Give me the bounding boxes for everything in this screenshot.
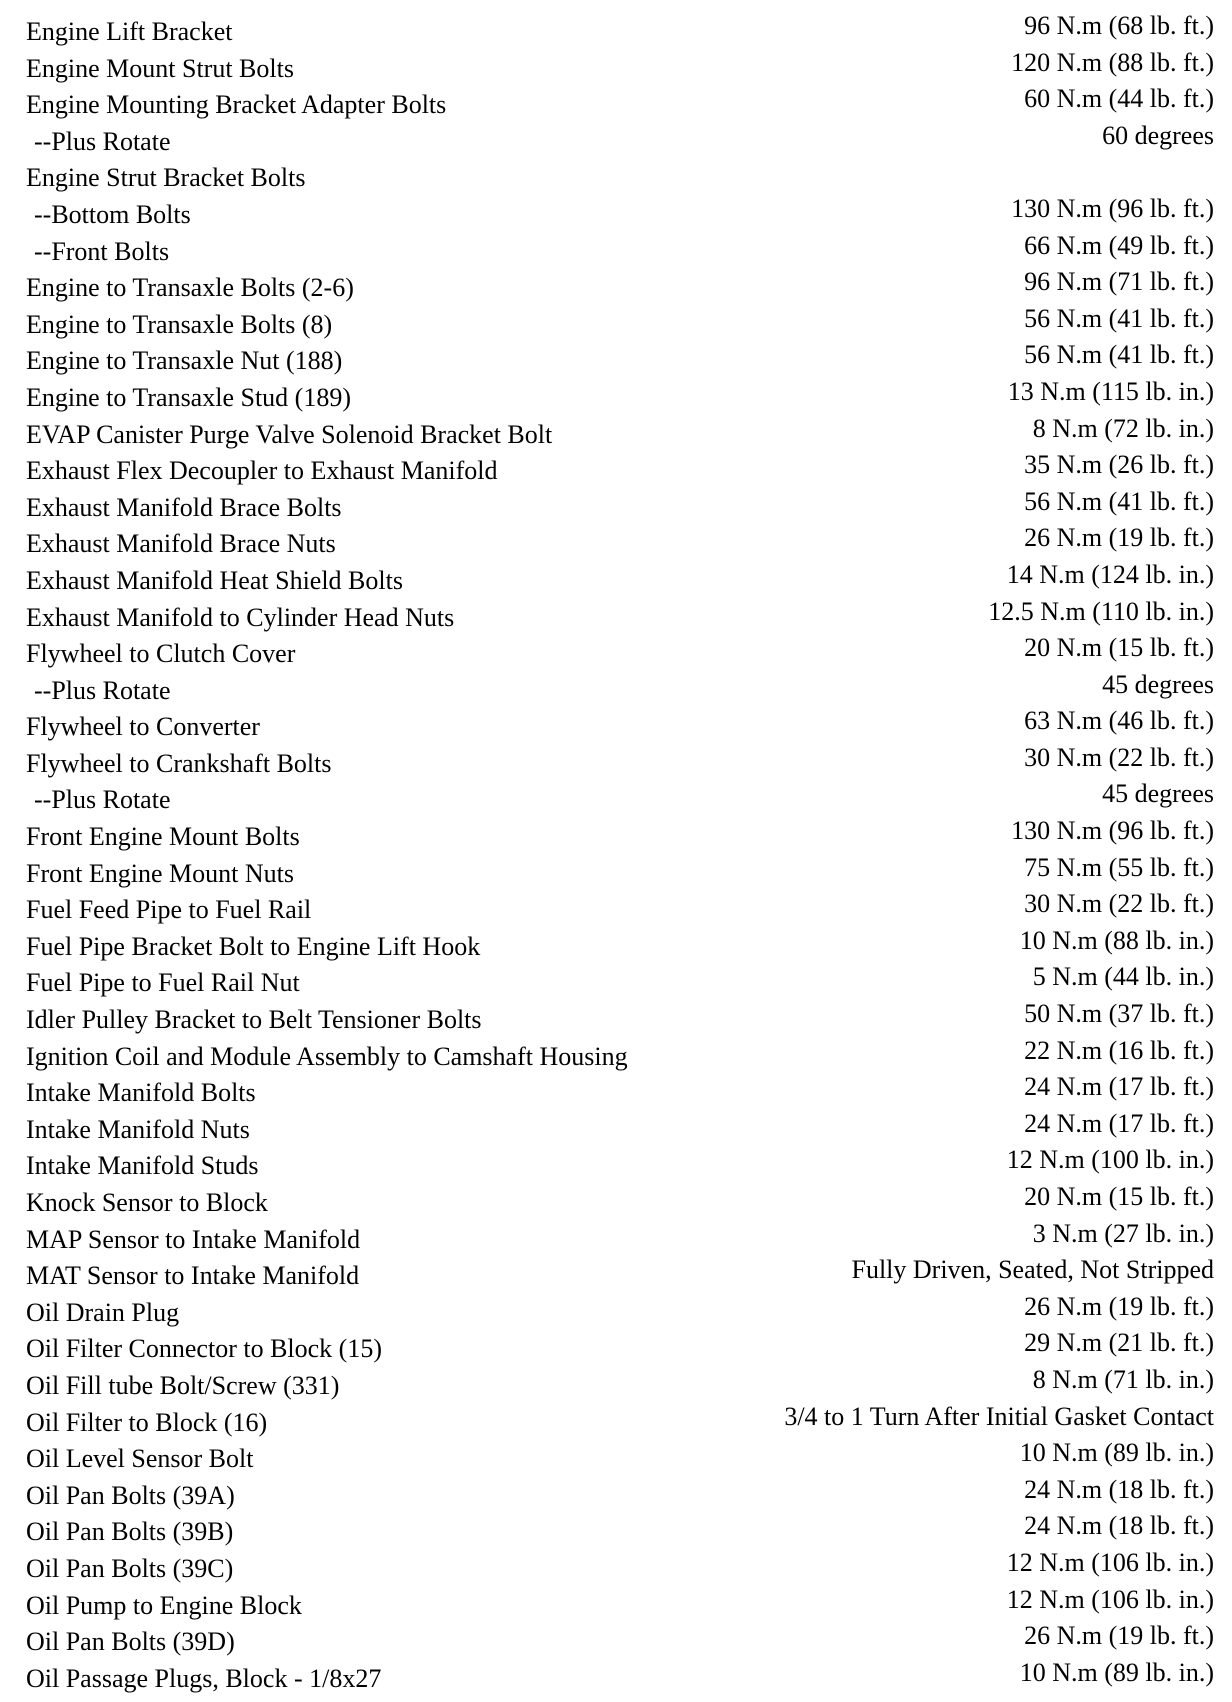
spec-label: Oil Pan Bolts (39C): [26, 1553, 234, 1583]
spec-row: [26, 671, 1214, 708]
spec-value: 35 N.m (26 lb. ft.): [1024, 450, 1214, 480]
spec-label: --Plus Rotate: [34, 675, 171, 705]
spec-label: Flywheel to Clutch Cover: [26, 639, 296, 669]
spec-row: [26, 451, 1214, 488]
spec-value: 8 N.m (71 lb. in.): [1032, 1364, 1214, 1394]
spec-row: [26, 1293, 1214, 1330]
spec-row: [26, 1439, 1214, 1476]
spec-row: [26, 1366, 1214, 1403]
spec-value: 10 N.m (88 lb. in.): [1019, 925, 1214, 955]
spec-value: 96 N.m (71 lb. ft.): [1024, 267, 1214, 297]
spec-value: 5 N.m (44 lb. in.): [1032, 962, 1214, 992]
spec-label: Engine Mounting Bracket Adapter Bolts: [26, 90, 447, 120]
spec-value: 3 N.m (27 lb. in.): [1032, 1218, 1214, 1248]
spec-label: Engine to Transaxle Bolts (2-6): [26, 273, 354, 303]
spec-row: [26, 1549, 1214, 1586]
spec-value: 75 N.m (55 lb. ft.): [1024, 852, 1214, 882]
spec-row: [26, 158, 1214, 195]
spec-row: [26, 1000, 1214, 1037]
spec-row: [26, 1146, 1214, 1183]
spec-label: EVAP Canister Purge Valve Solenoid Bracket Bolt: [26, 419, 553, 449]
spec-label: Fuel Feed Pipe to Fuel Rail: [26, 895, 312, 925]
spec-label: Engine Lift Bracket: [26, 17, 233, 46]
spec-row: [26, 1220, 1214, 1257]
spec-value: 12 N.m (106 lb. in.): [1006, 1584, 1214, 1614]
spec-label: Intake Manifold Nuts: [26, 1114, 250, 1144]
spec-value: 26 N.m (19 lb. ft.): [1024, 523, 1214, 553]
spec-value: Fully Driven, Seated, Not Stripped: [851, 1255, 1214, 1285]
spec-value: 26 N.m (19 lb. ft.): [1024, 1291, 1214, 1321]
spec-row: [26, 1476, 1214, 1513]
spec-label: Exhaust Manifold Heat Shield Bolts: [26, 565, 403, 595]
spec-label: Flywheel to Crankshaft Bolts: [26, 748, 332, 778]
spec-label: Oil Pan Bolts (39B): [26, 1517, 234, 1547]
spec-label: MAT Sensor to Intake Manifold: [26, 1261, 360, 1291]
spec-value: 60 degrees: [1102, 120, 1214, 150]
spec-row: [26, 488, 1214, 525]
spec-value: 29 N.m (21 lb. ft.): [1024, 1328, 1214, 1358]
spec-value: 13 N.m (115 lb. in.): [1007, 376, 1214, 406]
spec-value: 14 N.m (124 lb. in.): [1006, 559, 1214, 589]
spec-row: [26, 927, 1214, 964]
spec-row: [26, 598, 1214, 635]
spec-value: 12 N.m (106 lb. in.): [1006, 1547, 1214, 1577]
spec-label: Fuel Pipe Bracket Bolt to Engine Lift Hook: [26, 931, 481, 961]
spec-row: [26, 85, 1214, 122]
spec-value: 45 degrees: [1102, 779, 1214, 809]
spec-label: --Plus Rotate: [34, 126, 171, 156]
spec-value: 96 N.m (68 lb. ft.): [1024, 11, 1214, 40]
spec-value: 30 N.m (22 lb. ft.): [1024, 742, 1214, 772]
spec-value: 24 N.m (17 lb. ft.): [1024, 1108, 1214, 1138]
spec-value: 60 N.m (44 lb. ft.): [1024, 84, 1214, 114]
spec-value: 26 N.m (19 lb. ft.): [1024, 1621, 1214, 1651]
spec-label: Exhaust Manifold Brace Bolts: [26, 492, 342, 522]
spec-value: 66 N.m (49 lb. ft.): [1024, 230, 1214, 260]
spec-value: 30 N.m (22 lb. ft.): [1024, 889, 1214, 919]
spec-label: Engine Mount Strut Bolts: [26, 53, 294, 83]
spec-value: 130 N.m (96 lb. ft.): [1011, 816, 1214, 846]
spec-value: 10 N.m (89 lb. in.): [1019, 1657, 1214, 1687]
spec-value: 63 N.m (46 lb. ft.): [1024, 706, 1214, 736]
spec-row: [26, 817, 1214, 854]
spec-row: [26, 415, 1214, 452]
spec-label: MAP Sensor to Intake Manifold: [26, 1224, 361, 1254]
spec-row: [26, 780, 1214, 817]
spec-row: [26, 1403, 1214, 1440]
spec-label: Oil Level Sensor Bolt: [26, 1444, 254, 1474]
spec-value: 8 N.m (72 lb. in.): [1032, 413, 1214, 443]
spec-value: 56 N.m (41 lb. ft.): [1024, 303, 1214, 333]
spec-value: 12 N.m (100 lb. in.): [1006, 1145, 1214, 1175]
spec-row: [26, 707, 1214, 744]
spec-label: Engine to Transaxle Nut (188): [26, 346, 343, 376]
spec-row: [26, 305, 1214, 342]
spec-row: [26, 12, 1214, 49]
spec-label: Exhaust Flex Decoupler to Exhaust Manifold: [26, 456, 498, 486]
spec-label: Fuel Pipe to Fuel Rail Nut: [26, 968, 300, 998]
torque-spec-table: [26, 12, 1214, 1695]
spec-row: [26, 1037, 1214, 1074]
spec-label: --Plus Rotate: [34, 785, 171, 815]
spec-label: Idler Pulley Bracket to Belt Tensioner Bolts: [26, 1005, 482, 1035]
spec-value: 10 N.m (89 lb. in.): [1019, 1438, 1214, 1468]
spec-value: 24 N.m (18 lb. ft.): [1024, 1511, 1214, 1541]
spec-label: --Front Bolts: [34, 236, 170, 266]
spec-row: [26, 1256, 1214, 1293]
spec-label: Oil Pump to Engine Block: [26, 1590, 302, 1620]
spec-row: [26, 524, 1214, 561]
spec-row: [26, 1183, 1214, 1220]
spec-row: [26, 341, 1214, 378]
spec-value: 24 N.m (17 lb. ft.): [1024, 1072, 1214, 1102]
spec-value: 3/4 to 1 Turn After Initial Gasket Contact: [784, 1401, 1214, 1431]
spec-value: 130 N.m (96 lb. ft.): [1011, 193, 1214, 223]
spec-row: [26, 378, 1214, 415]
spec-row: [26, 1659, 1214, 1696]
spec-value: 20 N.m (15 lb. ft.): [1024, 1182, 1214, 1211]
spec-row: [26, 1329, 1214, 1366]
spec-value: 20 N.m (15 lb. ft.): [1024, 633, 1214, 663]
spec-row: [26, 1512, 1214, 1549]
spec-row: [26, 1110, 1214, 1147]
spec-row: [26, 1622, 1214, 1659]
spec-row: [26, 744, 1214, 781]
spec-row: [26, 49, 1214, 86]
spec-row: [26, 854, 1214, 891]
spec-value: 56 N.m (41 lb. ft.): [1024, 486, 1214, 516]
spec-label: Oil Pan Bolts (39A): [26, 1480, 235, 1510]
spec-label: Engine Strut Bracket Bolts: [26, 163, 306, 193]
spec-row: [26, 890, 1214, 927]
spec-label: Flywheel to Converter: [26, 712, 260, 742]
spec-row: [26, 561, 1214, 598]
spec-label: Oil Drain Plug: [26, 1297, 180, 1327]
spec-value: 12.5 N.m (110 lb. in.): [988, 596, 1214, 626]
spec-row: [26, 232, 1214, 269]
spec-row: [26, 963, 1214, 1000]
spec-label: Oil Passage Plugs, Block - 1/8x27: [26, 1663, 382, 1693]
spec-row: [26, 268, 1214, 305]
spec-label: Knock Sensor to Block: [26, 1188, 268, 1217]
spec-label: Engine to Transaxle Bolts (8): [26, 309, 333, 339]
spec-label: Exhaust Manifold Brace Nuts: [26, 529, 336, 559]
spec-value: 120 N.m (88 lb. ft.): [1011, 47, 1214, 77]
spec-value: 56 N.m (41 lb. ft.): [1024, 340, 1214, 370]
spec-row: [26, 122, 1214, 159]
spec-value: 24 N.m (18 lb. ft.): [1024, 1474, 1214, 1504]
spec-label: Intake Manifold Studs: [26, 1151, 259, 1181]
spec-value: 22 N.m (16 lb. ft.): [1024, 1035, 1214, 1065]
spec-row: [26, 1586, 1214, 1623]
spec-label: --Bottom Bolts: [34, 199, 191, 229]
spec-row: [26, 1073, 1214, 1110]
spec-label: Ignition Coil and Module Assembly to Camshaft Housing: [26, 1041, 628, 1071]
spec-label: Oil Filter Connector to Block (15): [26, 1334, 383, 1364]
spec-row: [26, 634, 1214, 671]
spec-label: Oil Filter to Block (16): [26, 1407, 268, 1437]
spec-label: Engine to Transaxle Stud (189): [26, 382, 351, 412]
spec-value: 50 N.m (37 lb. ft.): [1024, 999, 1214, 1029]
spec-label: Front Engine Mount Nuts: [26, 858, 294, 888]
spec-row: [26, 195, 1214, 232]
spec-value: 45 degrees: [1102, 669, 1214, 699]
spec-label: Oil Pan Bolts (39D): [26, 1627, 235, 1657]
spec-label: Oil Fill tube Bolt/Screw (331): [26, 1370, 340, 1400]
spec-label: Intake Manifold Bolts: [26, 1078, 256, 1108]
spec-label: Front Engine Mount Bolts: [26, 822, 300, 852]
spec-label: Exhaust Manifold to Cylinder Head Nuts: [26, 602, 455, 632]
